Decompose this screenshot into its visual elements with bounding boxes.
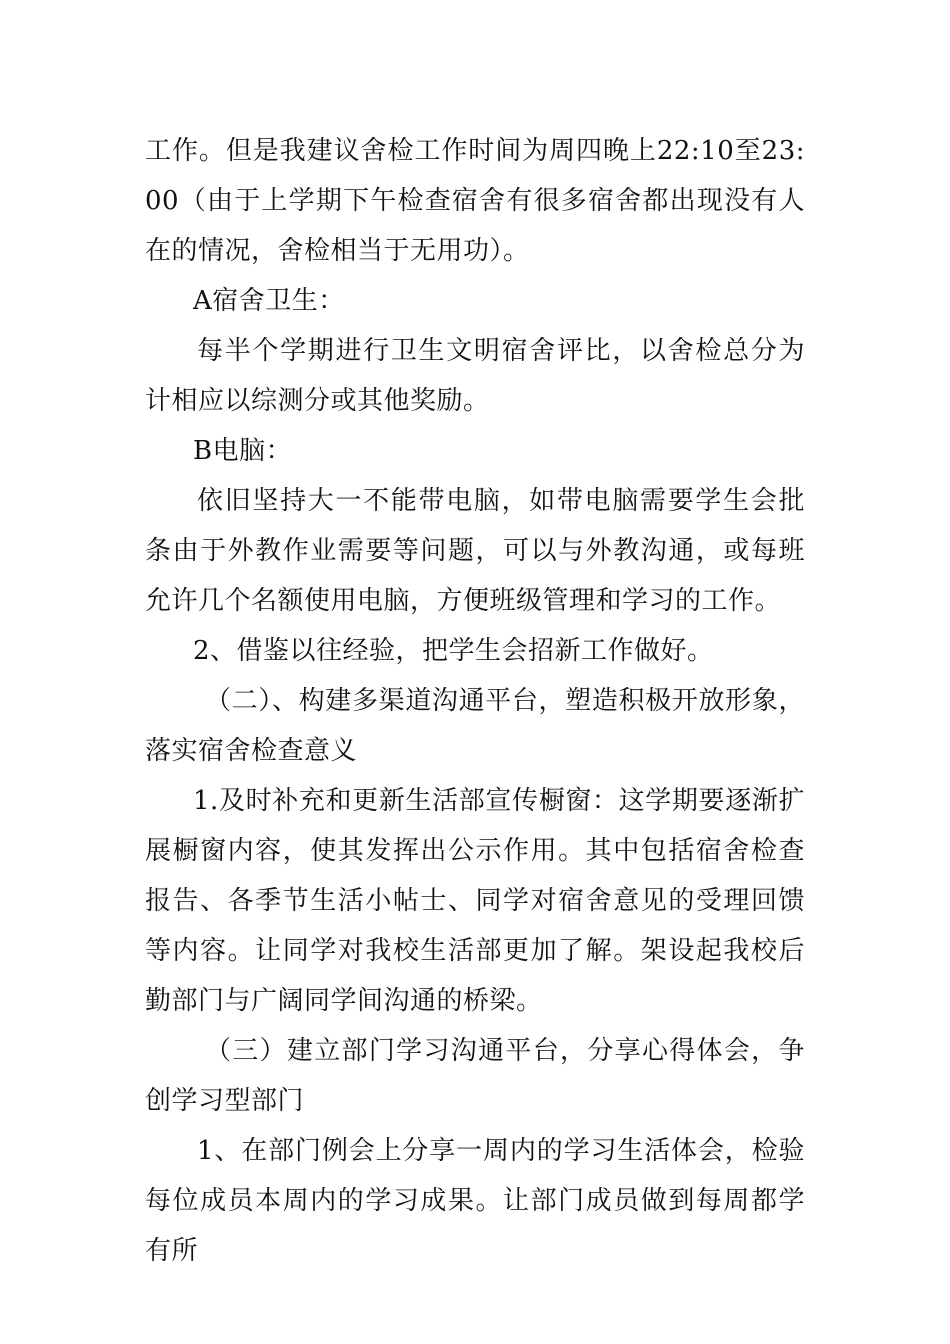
paragraph-section-three-heading: （三）建立部门学习沟通平台，分享心得体会，争创学习型部门 (145, 1036, 805, 1116)
paragraph-heading-dorm-hygiene: A宿舍卫生： (193, 286, 345, 316)
document-body (145, 126, 805, 1276)
paragraph-section-two-heading: （二）、构建多渠道沟通平台，塑造积极开放形象，落实宿舍检查意义 (145, 686, 805, 766)
paragraph-bulletin-board: 1.及时补充和更新生活部宣传橱窗：这学期要逐渐扩展橱窗内容，使其发挥出公示作用。其中包括宿舍检查报告、各季节生活小帖士、同学对宿舍意见的受理回馈等内容。让同学对我校生活部更加了解。架设起我校后勤部门与广阔同学间沟通的桥梁。 (145, 786, 805, 1016)
paragraph-hygiene-evaluation: 每半个学期进行卫生文明宿舍评比，以舍检总分为计相应以综测分或其他奖励。 (145, 336, 805, 416)
paragraph-recruitment: 2、借鉴以往经验，把学生会招新工作做好。 (193, 636, 714, 666)
paragraph-heading-computer: B电脑： (193, 436, 293, 466)
paragraph-weekly-sharing: 1、在部门例会上分享一周内的学习生活体会，检验每位成员本周内的学习成果。让部门成员做到每周都学有所 (145, 1136, 805, 1266)
paragraph-computer-policy: 依旧坚持大一不能带电脑，如带电脑需要学生会批条由于外教作业需要等问题，可以与外教沟通，或每班允许几个名额使用电脑，方便班级管理和学习的工作。 (145, 486, 805, 616)
paragraph-schedule-proposal: 工作。但是我建议舍检工作时间为周四晚上22:10至23:00（由于上学期下午检查宿舍有很多宿舍都出现没有人在的情况，舍检相当于无用功）。 (145, 136, 805, 266)
